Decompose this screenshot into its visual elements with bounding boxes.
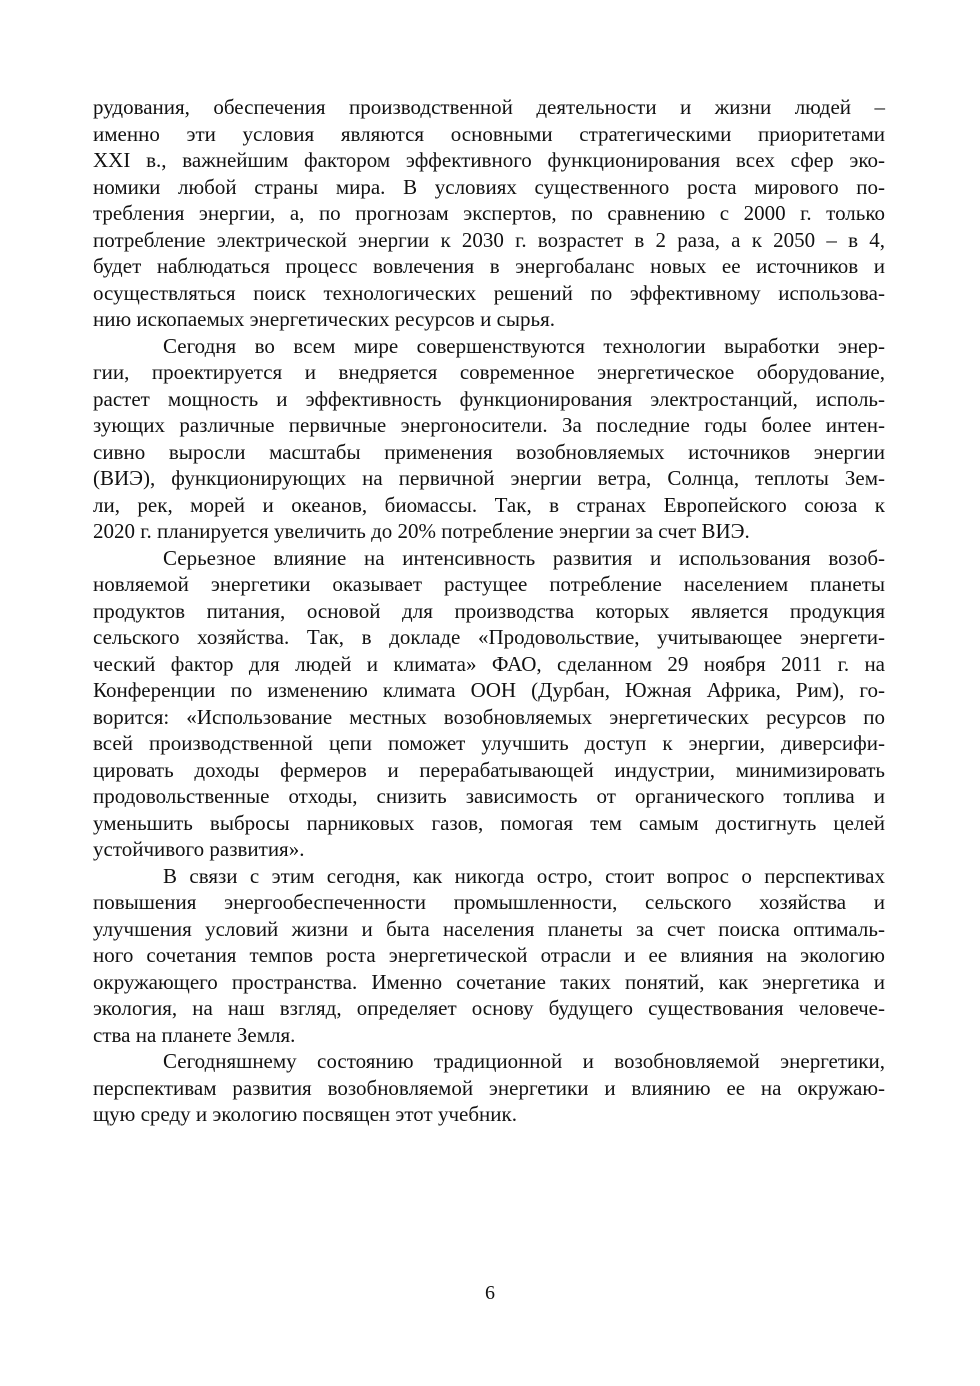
text-line: XXI в., важнейшим фактором эффективного функционирования всех сфер эко- bbox=[93, 148, 885, 172]
text-line: именно эти условия являются основными стратегическими приоритетами bbox=[93, 121, 885, 146]
text-line: новляемой энергетики оказывает растущее потребление населением планеты bbox=[93, 572, 885, 596]
text-line: сельского хозяйства. Так, в докладе «Продовольствие, учитывающее энергети- bbox=[93, 625, 885, 649]
text-line: номики любой страны мира. В условиях существенного роста мирового по- bbox=[93, 174, 885, 199]
text-line: Сегодняшнему состоянию традиционной и возобновляемой энергетики, bbox=[163, 1049, 885, 1073]
text-line: Сегодня во всем мире совершенствуются технологии выработки энер- bbox=[163, 333, 885, 358]
text-line: улучшения условий жизни и быта населения планеты за счет поиска оптималь- bbox=[93, 916, 885, 941]
text-line: ства на планете Земля. bbox=[93, 1022, 296, 1047]
text-line: цировать доходы фермеров и перерабатывающей индустрии, минимизировать bbox=[93, 757, 885, 782]
text-line: Серьезное влияние на интенсивность развития и использования возоб- bbox=[163, 545, 885, 570]
text-line: рудования, обеспечения производственной деятельности и жизни людей – bbox=[93, 95, 885, 119]
paragraph bbox=[93, 1048, 885, 1128]
paragraph bbox=[93, 863, 885, 1049]
text-line: (ВИЭ), функционирующих на первичной энергии ветра, Солнца, теплоты Зем- bbox=[93, 466, 885, 490]
text-line: будет наблюдаться процесс вовлечения в энергобаланс новых ее источников и bbox=[93, 254, 885, 278]
text-line: нию ископаемых энергетических ресурсов и сырья. bbox=[93, 307, 555, 331]
text-line: окружающего пространства. Именно сочетание таких понятий, как энергетика и bbox=[93, 969, 885, 994]
text-line: устойчивого развития». bbox=[93, 837, 305, 861]
text-line: гии, проектируется и внедряется современное энергетическое оборудование, bbox=[93, 360, 885, 384]
text-line: уменьшить выбросы парниковых газов, помогая тем самым достигнуть целей bbox=[93, 810, 885, 835]
text-line: зующих различные первичные энергоносители. За последние годы более интен- bbox=[93, 413, 885, 437]
text-line: экология, на наш взгляд, определяет основу будущего существования человече- bbox=[93, 996, 885, 1020]
text-line: ли, рек, морей и океанов, биомассы. Так, в странах Европейского союза к bbox=[93, 492, 885, 517]
paragraph bbox=[93, 94, 885, 333]
text-line: продовольственные отходы, снизить зависимость от органического топлива и bbox=[93, 784, 885, 808]
text-line: щую среду и экологию посвящен этот учебник. bbox=[93, 1102, 517, 1126]
text-line: повышения энергообеспеченности промышленности, сельского хозяйства и bbox=[93, 890, 885, 914]
page-number: 6 bbox=[485, 1282, 495, 1304]
document-body bbox=[93, 94, 885, 1128]
text-line: потребление электрической энергии к 2030 г. возрастет в 2 раза, а к 2050 – в 4, bbox=[93, 227, 885, 252]
text-line: В связи с этим сегодня, как никогда остро, стоит вопрос о перспективах bbox=[163, 863, 885, 888]
text-line: растет мощность и эффективность функционирования электростанций, исполь- bbox=[93, 386, 885, 411]
paragraph bbox=[93, 545, 885, 863]
text-line: осуществляться поиск технологических решений по эффективному использова- bbox=[93, 280, 885, 305]
text-line: перспективам развития возобновляемой энергетики и влиянию ее на окружаю- bbox=[93, 1075, 885, 1100]
text-line: ворится: «Использование местных возобновляемых энергетических ресурсов по bbox=[93, 704, 885, 729]
text-line: ческий фактор для людей и климата» ФАО, сделанном 29 ноября 2011 г. на bbox=[93, 651, 885, 676]
text-line: продуктов питания, основой для производства которых является продукция bbox=[93, 598, 885, 623]
text-line: требления энергии, а, по прогнозам экспертов, по сравнению с 2000 г. только bbox=[93, 201, 885, 225]
text-line: 2020 г. планируется увеличить до 20% потребление энергии за счет ВИЭ. bbox=[93, 519, 750, 543]
text-line: ного сочетания темпов роста энергетической отрасли и ее влияния на экологию bbox=[93, 943, 885, 967]
text-line: Конференции по изменению климата ООН (Дурбан, Южная Африка, Рим), го- bbox=[93, 678, 885, 702]
text-line: всей производственной цепи поможет улучшить доступ к энергии, диверсифи- bbox=[93, 731, 885, 755]
text-line: сивно выросли масштабы применения возобновляемых источников энергии bbox=[93, 439, 885, 464]
paragraph bbox=[93, 333, 885, 545]
